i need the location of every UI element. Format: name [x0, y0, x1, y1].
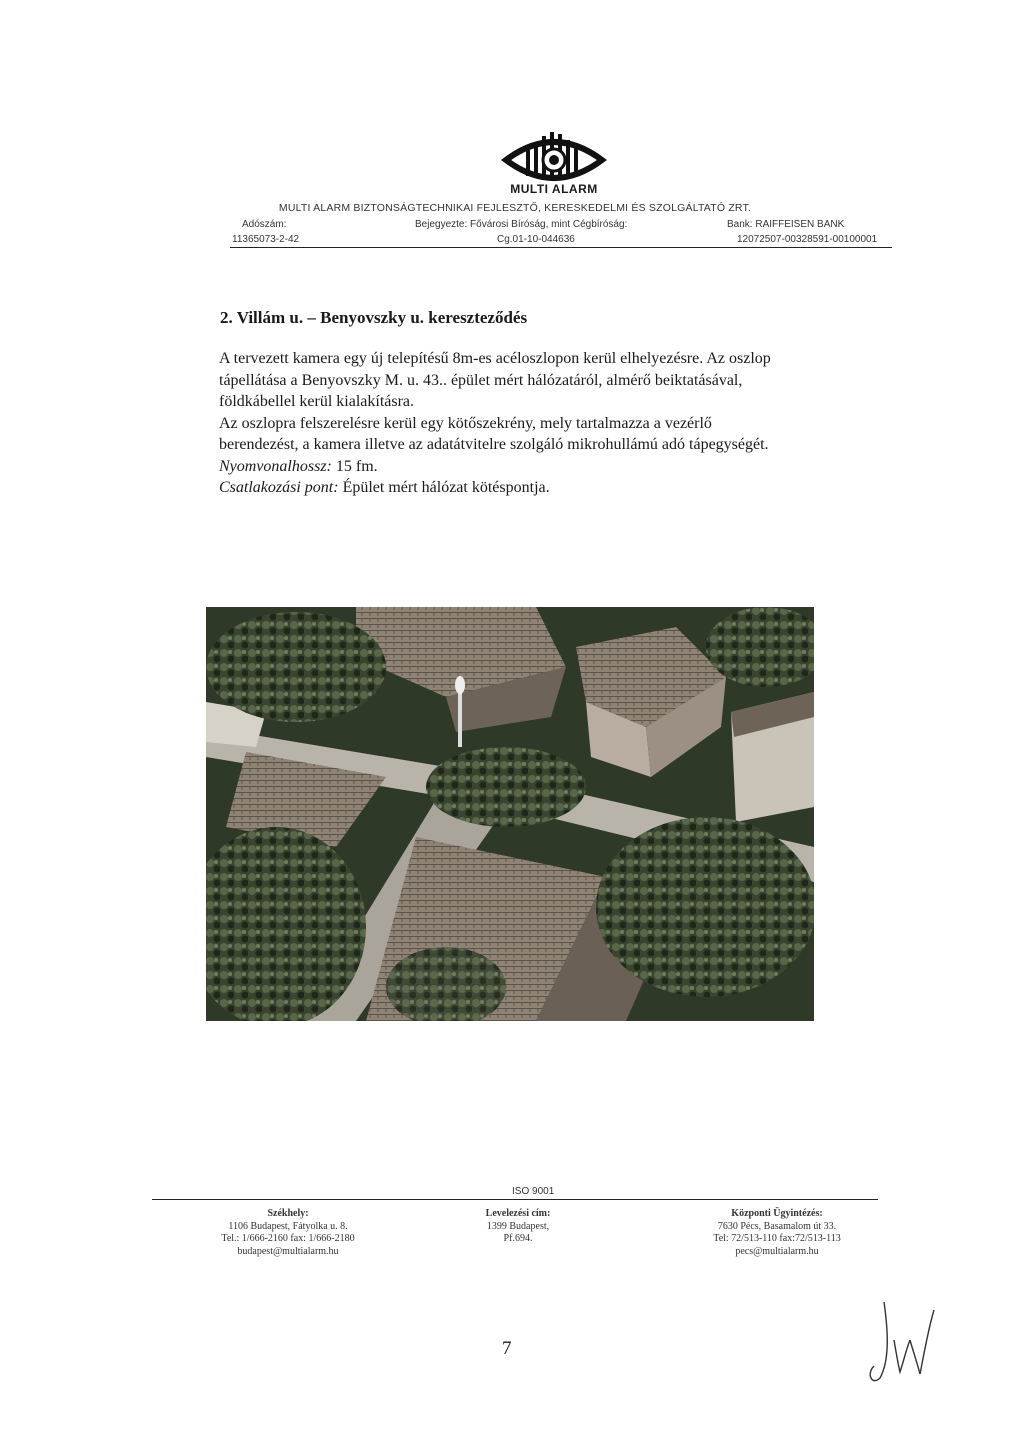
body-line: berendezést, a kamera illetve az adatátvitelre szolgáló mikrohullámú adó tápegységét. — [219, 436, 769, 453]
central-title: Központi Ügyintézés: — [731, 1208, 823, 1219]
route-length-line — [219, 456, 859, 478]
mail-pobox: Pf.694. — [503, 1233, 533, 1244]
body-line: Az oszlopra felszerelésre kerül egy kötőszekrény, mely tartalmazza a vezérlő — [219, 414, 712, 432]
footer-central-office — [667, 1208, 887, 1258]
footer-headquarters — [178, 1208, 398, 1258]
aerial-photo-intersection — [206, 607, 814, 1021]
page-number: 7 — [502, 1338, 512, 1359]
connection-point-line — [219, 477, 859, 499]
central-email: pecs@multialarm.hu — [735, 1245, 819, 1257]
body-line: A tervezett kamera egy új telepítésű 8m-es acéloszlopon kerül elhelyezésre. Az oszlop — [219, 350, 771, 367]
bank-account-number: 12072507-00328591-00100001 — [737, 234, 878, 245]
iso-certification: ISO 9001 — [512, 1186, 555, 1197]
connection-point-label: Csatlakozási pont: — [219, 479, 339, 496]
body-line: tápellátása a Benyovszky M. u. 43.. épület mért hálózatáról, almérő beiktatásával, — [219, 371, 743, 389]
court-registry-number: Cg.01-10-044636 — [497, 234, 575, 245]
connection-point-value: Épület mért hálózat kötéspontja. — [338, 479, 550, 496]
footer-divider — [152, 1199, 878, 1200]
aerial-photo-drawing — [206, 607, 814, 1021]
hq-email: budapest@multialarm.hu — [237, 1245, 339, 1257]
company-name-line: MULTI ALARM BIZTONSÁGTECHNIKAI FEJLESZTŐ, KERESKEDELMI ÉS SZOLGÁLTATÓ ZRT. — [278, 202, 752, 214]
hq-title: Székhely: — [267, 1208, 309, 1219]
section-body — [219, 348, 859, 499]
route-length-value: 15 fm. — [331, 457, 378, 475]
bank-label: Bank: RAIFFEISEN BANK — [727, 219, 845, 230]
route-length-label: Nyomvonalhossz: — [219, 457, 332, 475]
header-divider — [230, 247, 892, 248]
hq-phone: Tel.: 1/666-2160 fax: 1/666-2180 — [221, 1233, 355, 1244]
signature-initials — [862, 1290, 942, 1390]
mail-city: 1399 Budapest, — [486, 1220, 550, 1232]
mail-title: Levelezési cím: — [485, 1208, 551, 1219]
hq-address: 1106 Budapest, Fátyolka u. 8. — [228, 1220, 348, 1232]
footer-mailing-address — [408, 1208, 628, 1246]
tax-number-label: Adószám: — [242, 219, 287, 230]
logo-wordmark: MULTI ALARM — [510, 182, 598, 196]
court-registry-label: Bejegyezte: Fővárosi Bíróság, mint Cégbíróság: — [415, 219, 628, 230]
tax-number-value: 11365073-2-42 — [232, 234, 300, 245]
central-address: 7630 Pécs, Basamalom út 33. — [717, 1220, 837, 1232]
body-line: földkábellel kerül kialakításra. — [219, 393, 415, 410]
central-phone: Tel: 72/513-110 fax:72/513-113 — [713, 1233, 841, 1244]
section-heading: 2. Villám u. – Benyovszky u. kereszteződés — [220, 308, 528, 327]
